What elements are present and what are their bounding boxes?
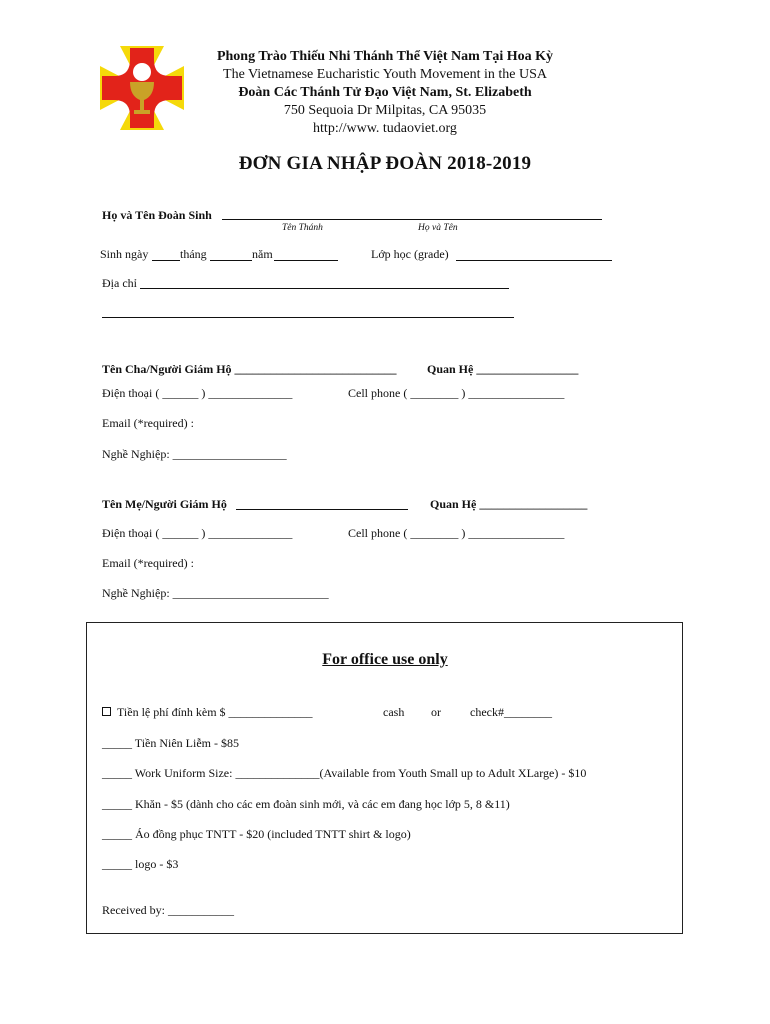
chapter-name: Đoàn Các Thánh Tử Đạo Việt Nam, St. Elizabeth [238,85,532,100]
received-by-label: Received by: ___________ [102,903,234,917]
work-uniform-item: _____ Work Uniform Size: ______________(Available from Youth Small up to Adult XLarge) - $10 [102,766,587,780]
scarf-item: _____ Khăn - $5 (dành cho các em đoàn sinh mới, và các em đang học lớp 5, 8 &11) [102,797,510,811]
saint-name-caption: Tên Thánh [282,223,323,233]
fee-label: Tiền lệ phí đính kèm $ ______________ [117,705,313,719]
check-number-label: check#________ [470,705,552,719]
org-name-english: The Vietnamese Eucharistic Youth Movement in the USA [223,67,547,82]
org-name-vietnamese: Phong Trào Thiếu Nhi Thánh Thể Việt Nam Tại Hoa Kỳ [216,49,554,64]
father-cell-label: Cell phone ( ________ ) ________________ [348,386,565,400]
student-name-label: Họ và Tên Đoàn Sinh [102,208,212,222]
form-title: ĐƠN GIA NHẬP ĐOÀN 2018-2019 [238,153,532,174]
uniform-shirt-item: _____ Áo đồng phục TNTT - $20 (included TNTT shirt & logo) [102,827,411,841]
full-name-caption: Họ và Tên [418,223,458,233]
father-email-label: Email (*required) : [102,416,194,430]
grade-label: Lớp học (grade) [371,247,449,261]
birth-month-label: tháng [180,247,207,261]
mother-relation-label: Quan Hệ __________________ [430,497,588,511]
mother-job-label: Nghề Nghiệp: __________________________ [102,586,329,600]
birth-month-field[interactable] [210,260,252,261]
fee-row [102,705,313,720]
father-relation-label: Quan Hệ _________________ [427,362,579,376]
logo-item: _____ logo - $3 [102,857,179,871]
student-name-field[interactable] [222,219,602,220]
tntt-logo [100,46,184,130]
mother-phone-label: Điện thoại ( ______ ) ______________ [102,526,293,540]
birth-year-label: năm [252,247,273,261]
mother-cell-label: Cell phone ( ________ ) ________________ [348,526,565,540]
father-name-label: Tên Cha/Người Giám Hộ ___________________________ [102,362,397,376]
mother-email-label: Email (*required) : [102,556,194,570]
father-job-label: Nghề Nghiệp: ___________________ [102,447,287,461]
office-use-title: For office use only [322,651,448,668]
father-phone-label: Điện thoại ( ______ ) ______________ [102,386,293,400]
membership-fee-item: _____ Tiền Niên Liễm - $85 [102,736,239,750]
grade-field[interactable] [456,260,612,261]
birth-day-field[interactable] [152,260,180,261]
mother-name-label: Tên Mẹ/Người Giám Hộ [102,497,227,511]
address-line: 750 Sequoia Dr Milpitas, CA 95035 [283,103,487,118]
cash-label: cash [383,705,405,719]
address-field-line2[interactable] [102,317,514,318]
birth-day-label: Sinh ngày [100,247,149,261]
checkbox-icon[interactable] [102,707,111,716]
birth-year-field[interactable] [274,260,338,261]
address-field-line1[interactable] [140,288,509,289]
or-label: or [431,705,441,719]
mother-name-field[interactable] [236,509,408,510]
website-link[interactable]: http://www. tudaoviet.org [313,121,457,136]
address-label: Địa chỉ [102,276,137,290]
